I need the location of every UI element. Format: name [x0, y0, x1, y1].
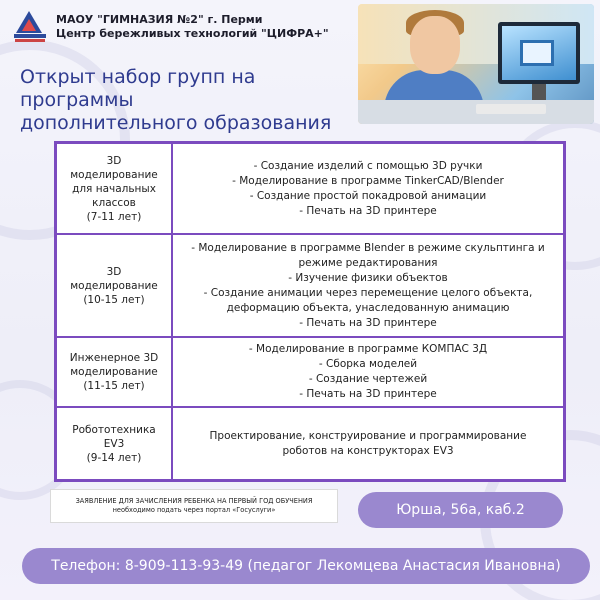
phone-banner: Телефон: 8-909-113-93-49 (педагог Лекомцева Анастасия Ивановна): [22, 548, 590, 584]
program-item: - Моделирование в программе КОМПАС 3Д: [248, 343, 488, 355]
program-item: - Печать на 3D принтере: [299, 204, 437, 217]
page-headline: [20, 66, 360, 135]
program-name-line: моделирование: [70, 168, 158, 181]
program-name-line: для начальных: [72, 182, 156, 195]
headline-line: Открыт набор групп на программы: [20, 66, 256, 111]
program-item: - Моделирование в программе TinkerCAD/Blender: [232, 174, 504, 187]
headline-line: дополнительного образования: [20, 112, 332, 134]
program-item: - Моделирование в программе Blender в режиме скульптинга и: [191, 241, 545, 254]
student-photo: [358, 4, 594, 124]
program-name-line: моделирование: [70, 279, 158, 292]
program-age: (7-11 лет): [86, 210, 142, 223]
program-item: - Печать на 3D принтере: [299, 316, 437, 329]
program-item: - Создание анимации через перемещение целого объекта,: [203, 286, 533, 299]
address-badge: Юрша, 56а, каб.2: [358, 492, 563, 528]
program-item: режиме редактирования: [298, 256, 438, 269]
program-name-cell: [56, 407, 172, 480]
school-logo-icon: [12, 9, 48, 45]
program-age: (10-15 лет): [83, 293, 145, 306]
header: [12, 8, 332, 46]
program-name-cell: [56, 143, 172, 234]
program-age: (11-15 лет): [83, 380, 145, 392]
program-name-line: Робототехника: [72, 423, 156, 436]
program-description-cell: [172, 337, 564, 407]
school-name: МАОУ "ГИМНАЗИЯ №2" г. Перми: [56, 13, 263, 26]
program-name-cell: [56, 234, 172, 337]
programs-table: [54, 141, 566, 482]
enrollment-note: [50, 489, 338, 523]
program-description-cell: [172, 407, 564, 480]
program-name-line: EV3: [103, 437, 125, 450]
program-item: - Создание чертежей: [308, 373, 428, 385]
program-name-line: моделирование: [70, 366, 158, 378]
program-item: - Сборка моделей: [318, 358, 418, 370]
program-item: - Создание простой покадровой анимации: [249, 189, 487, 202]
program-item: деформацию объекта, унаследованную анимацию: [226, 301, 510, 314]
program-item: Проектирование, конструирование и программирование: [209, 429, 527, 442]
program-item: роботов на конструкторах EV3: [282, 444, 454, 457]
program-description-cell: [172, 143, 564, 234]
program-item: - Изучение физики объектов: [288, 271, 448, 284]
program-name-line: 3D: [106, 265, 122, 278]
program-name-cell: [56, 337, 172, 407]
center-name: Центр бережливых технологий "ЦИФРА+": [56, 27, 329, 40]
program-description-cell: [172, 234, 564, 337]
note-title: ЗАЯВЛЕНИЕ ДЛЯ ЗАЧИСЛЕНИЯ РЕБЕНКА НА ПЕРВЫЙ ГОД ОБУЧЕНИЯ: [75, 497, 313, 505]
program-item: - Печать на 3D принтере: [299, 388, 437, 400]
program-item: - Создание изделий с помощью 3D ручки: [253, 159, 483, 172]
program-name-line: 3D: [106, 154, 122, 167]
program-name-line: Инженерное 3D: [69, 352, 159, 364]
program-age: (9-14 лет): [86, 451, 142, 464]
header-text: [56, 13, 329, 41]
note-text: необходимо подать через портал «Госуслуги»: [112, 506, 276, 514]
program-name-line: классов: [92, 196, 136, 209]
